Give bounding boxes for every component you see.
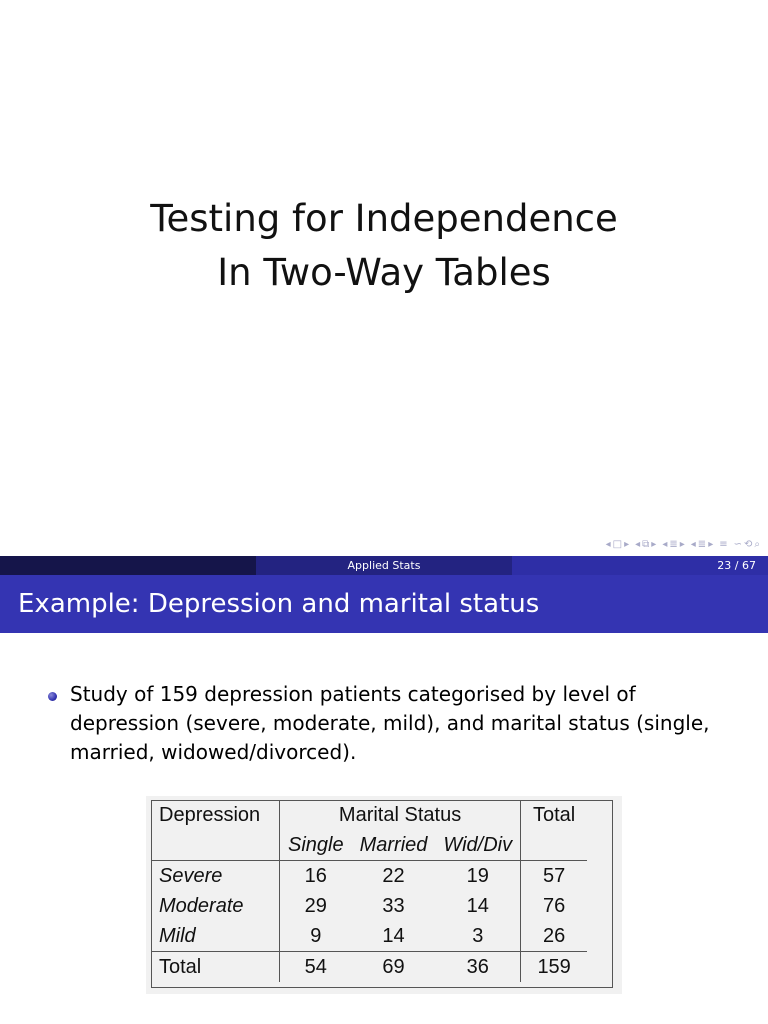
subheader-married: Married [359,833,428,856]
headline-right-block [512,556,768,575]
beamer-navigation-bar [606,536,760,554]
subheader-single: Single [280,830,352,861]
table-cell: 3 [472,924,484,947]
row-label: Severe [151,861,280,892]
row-total: 76 [521,891,588,921]
slide-title-line1: Testing for Independence [150,197,618,240]
table-cell: 69 [352,952,436,983]
header-total: Total [521,800,588,830]
headline-left-block [0,556,256,575]
slide-title [0,192,768,300]
table-row [151,921,587,952]
slide-title-line2: In Two-Way Tables [217,251,551,294]
nav-align-icon[interactable]: ≡ [719,539,728,550]
table-row [151,861,587,892]
subheader-widdiv: Wid/Div [443,833,513,856]
nav-search-icon[interactable]: ∽ ⟲ ⌕ [733,539,760,550]
subheader-total-blank [521,830,588,861]
bullet-list [46,680,736,767]
contingency-table-image [146,796,622,994]
header-marital-status: Marital Status [280,800,521,830]
row-total: 57 [521,861,588,892]
table-cell: 22 [352,861,436,892]
nav-section-icon[interactable]: ◂ ≣ ▸ [662,539,685,550]
row-label: Mild [159,924,196,947]
row-total: 26 [521,921,588,952]
nav-appendix-icon[interactable]: ◂ ≣ ▸ [690,539,714,550]
bullet-item [46,680,736,767]
table-cell: 36 [435,952,520,983]
headline-bar [0,556,768,575]
header-depression: Depression [159,803,261,826]
table-cell: 9 [280,921,352,952]
header-blank [151,830,280,861]
table-row [151,891,587,921]
table-cell: 14 [466,894,489,917]
table-cell: 54 [280,952,352,983]
total-row-label: Total [151,952,280,983]
table-cell: 16 [280,861,352,892]
table-cell: 29 [280,891,352,921]
page-number: 23 / 67 [512,556,768,575]
headline-title: Applied Stats [256,556,512,575]
nav-frame-icon[interactable]: ◂ □ ▸ [605,539,630,550]
nav-subsection-icon[interactable]: ◂ ⧉ ▸ [635,539,657,550]
frame-title: Example: Depression and marital status [0,575,768,633]
contingency-table [151,800,587,982]
table-cell: 19 [435,861,520,892]
table-cell: 33 [382,894,405,917]
table-total-row [151,952,587,983]
bullet-ball-icon [48,692,57,701]
grand-total: 159 [521,952,588,983]
table-cell: 14 [382,924,405,947]
row-label: Moderate [159,894,244,917]
bullet-text: Study of 159 depression patients categorised by level of depression (severe, moderate, mild), and marital status (single, married, widowed/divorced). [70,682,710,764]
